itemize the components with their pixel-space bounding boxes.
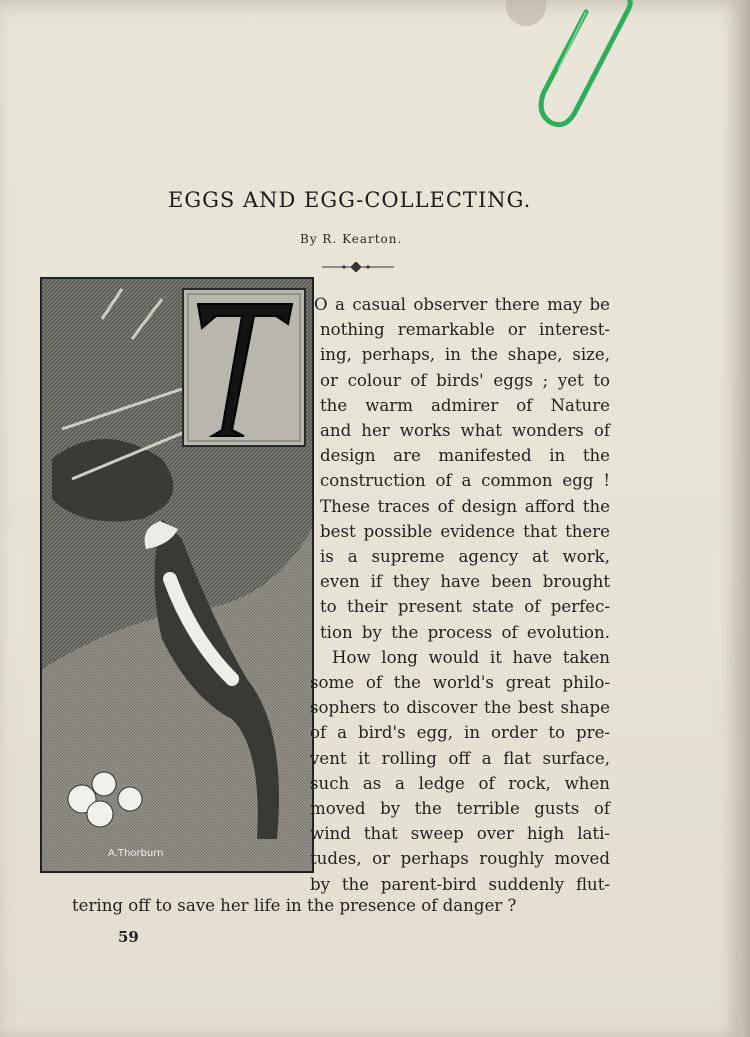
text-line: tion by the process of evolution. — [320, 622, 610, 642]
text-line: or colour of birds' eggs ; yet to — [320, 370, 610, 390]
text-line: by the parent-bird suddenly flut- — [310, 874, 610, 894]
text-line: and her works what wonders of — [320, 421, 610, 441]
page-edge — [740, 0, 750, 1037]
article-body — [310, 292, 610, 897]
text-line: wind that sweep over high lati- — [310, 824, 610, 844]
text-line: nothing remarkable or interest- — [320, 320, 610, 340]
text-line: design are manifested in the — [320, 446, 610, 466]
text-line: How long would it have taken — [332, 647, 610, 667]
text-line: O a casual observer there may be — [314, 295, 610, 314]
text-line: ing, perhaps, in the shape, size, — [320, 345, 610, 365]
text-line: best possible evidence that there — [320, 521, 610, 541]
text-line: sophers to discover the best shape — [310, 698, 610, 718]
paperclip-icon — [530, 0, 640, 135]
text-line: of a bird's egg, in order to pre- — [310, 723, 610, 743]
drop-cap-t — [184, 290, 304, 445]
drop-cap-box — [182, 288, 306, 447]
text-line: construction of a common egg ! — [320, 471, 610, 491]
text-line: These traces of design afford the — [320, 496, 610, 516]
text-line: is a supreme agency at work, — [320, 547, 610, 567]
text-line: tudes, or perhaps roughly moved — [310, 849, 610, 869]
text-line: vent it rolling off a flat surface, — [310, 748, 610, 768]
artist-signature: A.Thorburn — [108, 848, 164, 859]
article-title: EGGS AND EGG-COLLECTING. — [168, 188, 532, 212]
text-line: such as a ledge of rock, when — [310, 773, 610, 793]
final-text-line: tering off to save her life in the presence of danger ? — [72, 896, 517, 915]
text-line: even if they have been brought — [320, 572, 610, 592]
page-number: 59 — [118, 928, 139, 946]
text-line: the warm admirer of Nature — [320, 395, 610, 415]
text-line: moved by the terrible gusts of — [310, 799, 610, 819]
byline: By R. Kearton. — [300, 232, 403, 246]
text-line: to their present state of perfec- — [320, 597, 610, 617]
ornament-divider — [322, 262, 394, 272]
text-line: some of the world's great philo- — [310, 673, 610, 693]
